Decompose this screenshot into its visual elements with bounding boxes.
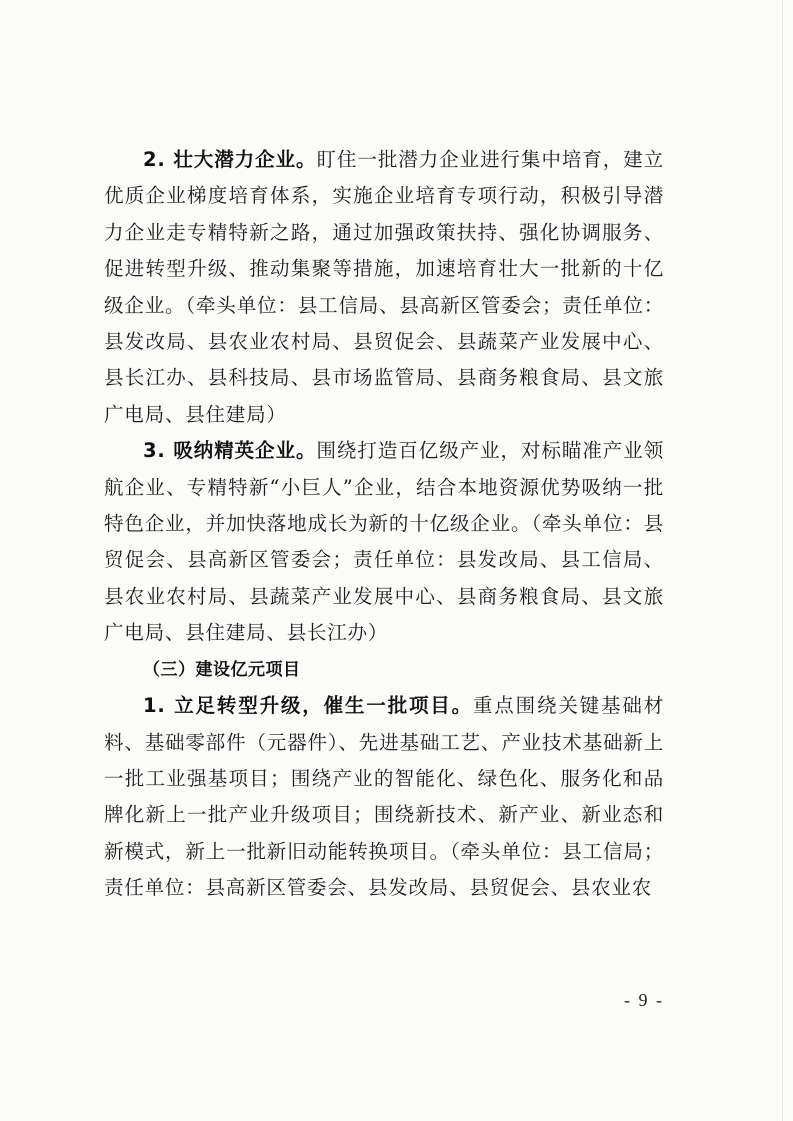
paragraph-transformation-upgrade xyxy=(104,688,664,906)
paragraph-text: 围绕打造百亿级产业，对标瞄准产业领航企业、专精特新“小巨人”企业，结合本地资源优势吸纳一批特色企业，并加快落地成长为新的十亿级企业。（牵头单位：县贸促会、县高新区管委会；责任单位：县发改局、县工信局、县农业农村局、县蔬菜产业发展中心、县商务粮食局、县文旅广电局、县住建局、县长江办） xyxy=(104,439,665,645)
page-number: - 9 - xyxy=(624,990,664,1010)
page-edge-line xyxy=(782,0,783,1121)
paragraph-lead: 1. 立足转型升级，催生一批项目。 xyxy=(143,694,473,718)
paragraph-lead: 3. 吸纳精英企业。 xyxy=(143,439,317,463)
paragraph-text: 盯住一批潜力企业进行集中培育，建立优质企业梯度培育体系，实施企业培育专项行动，积极引导潜力企业走专精特新之路，通过加强政策扶持、强化协调服务、促进转型升级、推动集聚等措施，加速培育壮大一批新的十亿级企业。（牵头单位：县工信局、县高新区管委会；责任单位：县发改局、县农业农村局、县贸促会、县蔬菜产业发展中心、县长江办、县科技局、县市场监管局、县商务粮食局、县文旅广电局、县住建局） xyxy=(104,148,665,426)
paragraph-text: 重点围绕关键基础材料、基础零部件（元器件）、先进基础工艺、产业技术基础新上一批工业强基项目；围绕产业的智能化、绿色化、服务化和品牌化新上一批产业升级项目；围绕新技术、新产业、新业态和新模式，新上一批新旧动能转换项目。（牵头单位：县工信局；责任单位：县高新区管委会、县发改局、县贸促会、县农业农 xyxy=(104,694,664,900)
document-body xyxy=(104,142,664,907)
paragraph-lead: 2. 壮大潜力企业。 xyxy=(143,148,317,171)
paragraph-attract-elite-enterprises xyxy=(104,433,664,651)
paragraph-strengthen-potential-enterprises xyxy=(104,142,664,433)
section-heading: （三）建设亿元项目 xyxy=(143,659,301,680)
